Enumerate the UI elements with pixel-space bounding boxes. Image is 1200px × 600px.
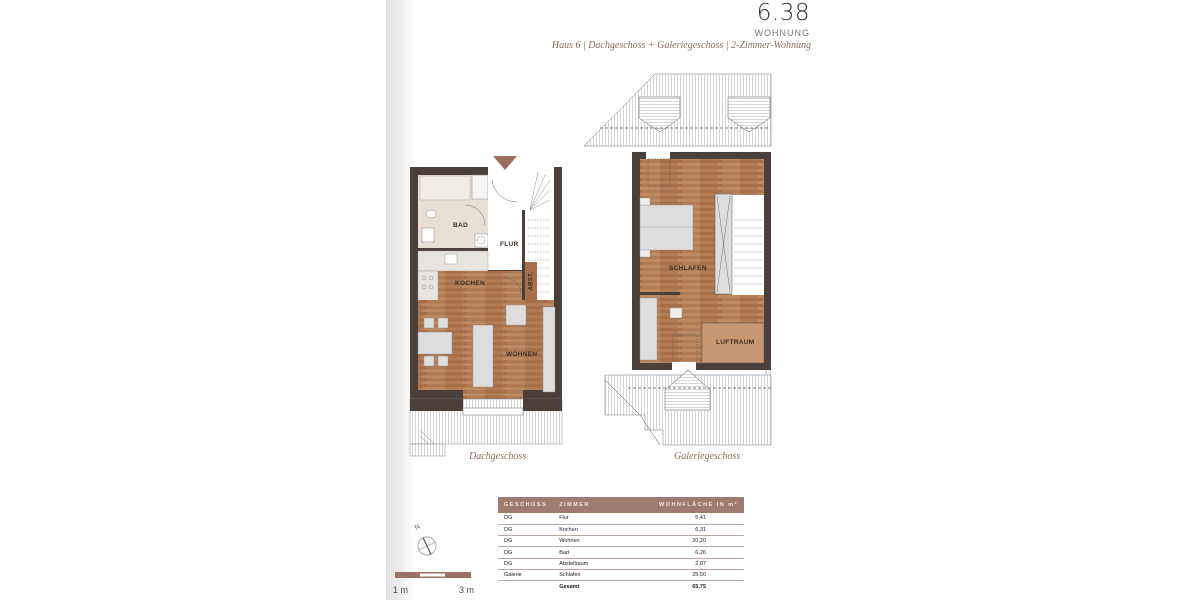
room-label-kochen: KOCHEN bbox=[455, 280, 485, 287]
scale-label-end: 3 m bbox=[459, 585, 475, 595]
cell-floor: DG bbox=[498, 558, 553, 569]
plan-label-dachgeschoss: Dachgeschoss bbox=[469, 451, 527, 462]
table-row bbox=[498, 558, 744, 569]
cell-room: Wohnen bbox=[553, 536, 614, 547]
floorplan-galeriegeschoss bbox=[580, 70, 780, 455]
compass-north-label: N bbox=[413, 523, 422, 532]
cell-area: 25,50 bbox=[614, 569, 744, 580]
plan-label-galeriegeschoss: Galeriegeschoss bbox=[674, 451, 741, 462]
unit-number: 6.38 bbox=[756, 0, 810, 26]
room-label-wohnen: WOHNEN bbox=[506, 351, 538, 358]
cell-room: Schlafen bbox=[553, 569, 614, 580]
header-zimmer: ZIMMER bbox=[553, 497, 614, 513]
cell-room: Abstellraum bbox=[553, 558, 614, 569]
cell-room: Bad bbox=[553, 547, 614, 558]
floorplan-dachgeschoss bbox=[405, 150, 570, 460]
unit-type-label: WOHNUNG bbox=[754, 28, 810, 38]
cell-room: Gesamt bbox=[553, 581, 614, 592]
cell-area: 2,07 bbox=[614, 558, 744, 569]
table-row bbox=[498, 513, 744, 524]
header-wohnflaeche: WOHNFLÄCHE IN m² bbox=[614, 497, 744, 513]
header-geschoss: GESCHOSS bbox=[498, 497, 553, 513]
cell-room: Kochen bbox=[553, 524, 614, 535]
cell-area: 6,31 bbox=[614, 524, 744, 535]
cell-area-total: 65,75 bbox=[614, 581, 744, 592]
table-row bbox=[498, 547, 744, 558]
room-label-schlafen: SCHLAFEN bbox=[669, 265, 707, 272]
cell-area: 5,41 bbox=[614, 513, 744, 524]
area-table bbox=[498, 497, 744, 592]
cell-area: 20,20 bbox=[614, 536, 744, 547]
table-row bbox=[498, 536, 744, 547]
cell-floor: DG bbox=[498, 513, 553, 524]
unit-subtitle: Haus 6 | Dachgeschoss + Galeriegeschoss | 2-Zimmer-Wohnung bbox=[551, 40, 811, 51]
table-row bbox=[498, 524, 744, 535]
scale-label-start: 1 m bbox=[393, 585, 409, 595]
cell-floor bbox=[498, 581, 553, 592]
scale-bar bbox=[395, 572, 471, 580]
room-label-bad: BAD bbox=[453, 222, 468, 229]
table-total-row bbox=[498, 581, 744, 592]
compass-icon bbox=[416, 535, 438, 557]
room-label-luftraum: LUFTRAUM bbox=[716, 339, 755, 346]
cell-room: Flur bbox=[553, 513, 614, 524]
cell-floor: DG bbox=[498, 547, 553, 558]
room-label-flur: FLUR bbox=[500, 241, 519, 248]
cell-floor: DG bbox=[498, 524, 553, 535]
cell-floor: DG bbox=[498, 536, 553, 547]
table-header-row bbox=[498, 497, 744, 513]
cell-area: 6,26 bbox=[614, 547, 744, 558]
room-label-abst: ABST. bbox=[528, 271, 535, 291]
table-row bbox=[498, 569, 744, 580]
cell-floor: Galerie bbox=[498, 569, 553, 580]
